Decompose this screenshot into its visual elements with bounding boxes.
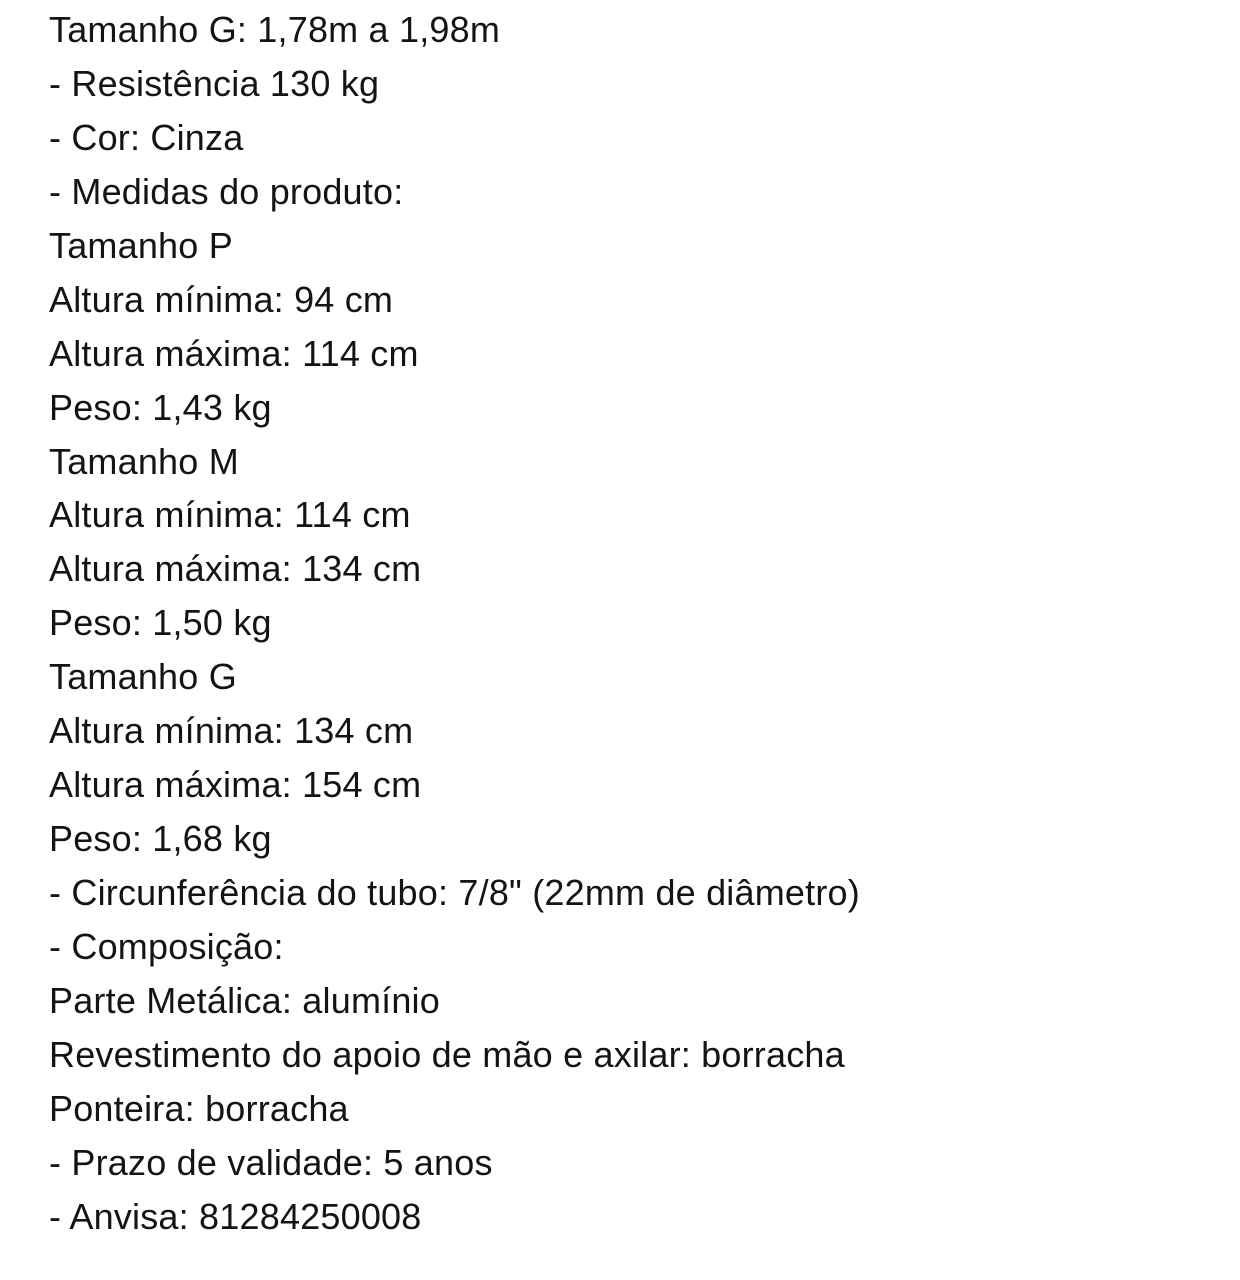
measures-heading: - Medidas do produto: (49, 170, 404, 212)
size-g-weight: Peso: 1,68 kg (49, 818, 272, 860)
size-m-heading: Tamanho M (49, 440, 239, 482)
size-p-min-height: Altura mínima: 94 cm (49, 278, 394, 320)
anvisa-text: - Anvisa: 81284250008 (49, 1195, 422, 1237)
size-m-max-height: Altura máxima: 134 cm (49, 548, 422, 590)
size-m-min-height: Altura mínima: 114 cm (49, 494, 411, 536)
validity-text: - Prazo de validade: 5 anos (49, 1141, 493, 1183)
coating-text: Revestimento do apoio de mão e axilar: borracha (49, 1033, 845, 1075)
color-text: - Cor: Cinza (49, 116, 244, 158)
composition-heading: - Composição: (49, 925, 284, 967)
metal-part-text: Parte Metálica: alumínio (49, 979, 440, 1021)
size-g-range-text: Tamanho G: 1,78m a 1,98m (49, 9, 501, 50)
tube-circumference-text: - Circunferência do tubo: 7/8" (22mm de diâmetro) (49, 872, 860, 913)
size-p-weight: Peso: 1,43 kg (49, 386, 272, 428)
size-p-max-height: Altura máxima: 114 cm (49, 332, 419, 374)
size-g-heading: Tamanho G (49, 656, 237, 698)
size-g-min-height: Altura mínima: 134 cm (49, 710, 414, 752)
size-g-max-height: Altura máxima: 154 cm (49, 764, 422, 806)
size-p-heading: Tamanho P (49, 224, 233, 266)
tip-text: Ponteira: borracha (49, 1087, 349, 1129)
size-m-weight: Peso: 1,50 kg (49, 602, 272, 644)
resistance-text: - Resistência 130 kg (49, 62, 380, 104)
product-description (49, 3, 1219, 1244)
